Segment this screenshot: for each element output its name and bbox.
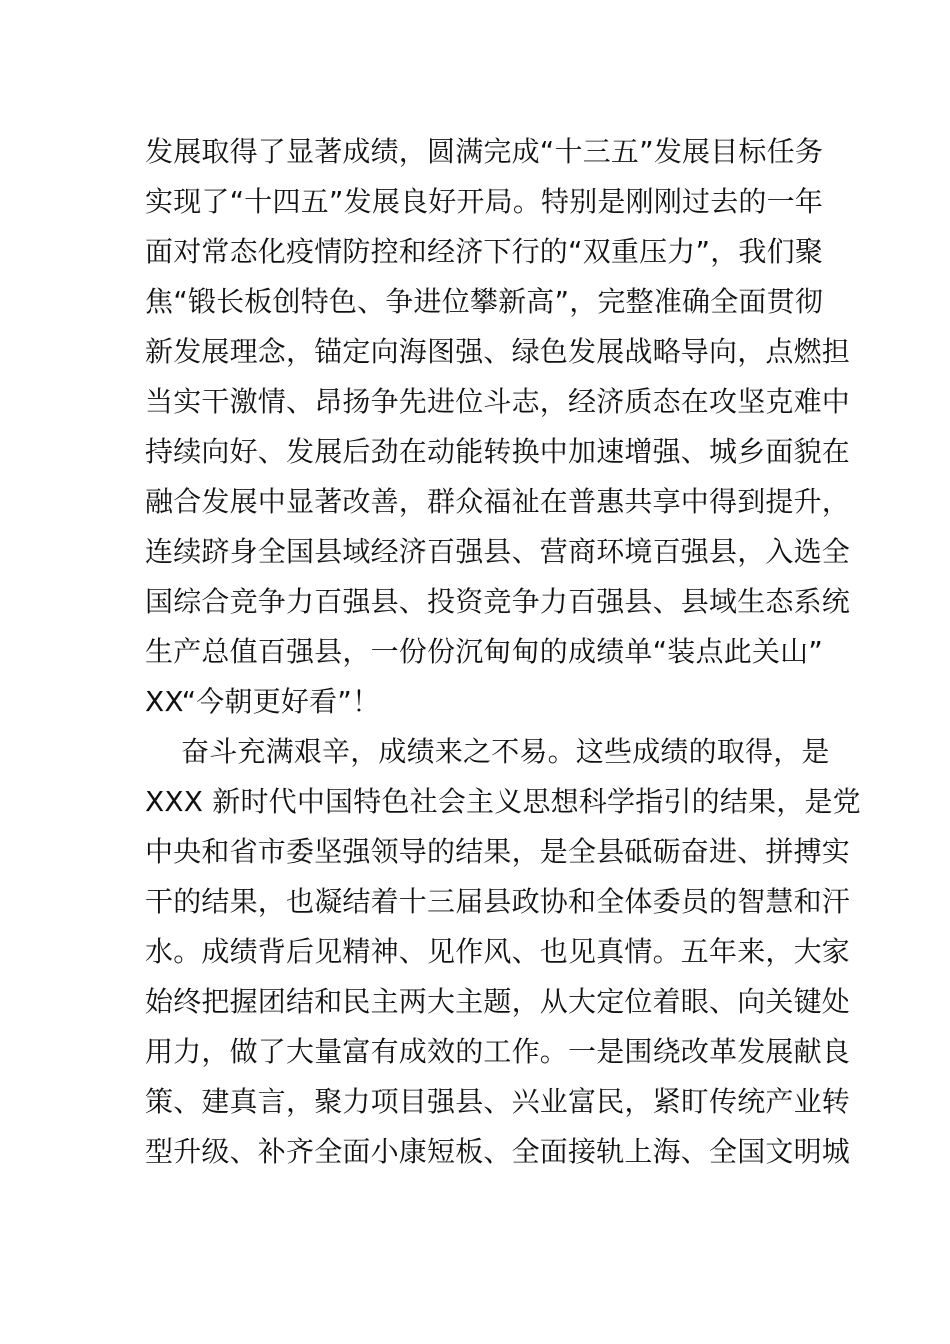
body-text [145,127,861,1177]
text-line: 发展取得了显著成绩，圆满完成“十三五”发展目标任务 [145,135,824,168]
text-line: 融合发展中显著改善，群众福祉在普惠共享中得到提升， [145,485,851,518]
text-line: 焦“锻长板创特色、争进位攀新高”，完整准确全面贯彻 [145,285,824,318]
text-line: 干的结果，也凝结着十三届县政协和全体委员的智慧和汗 [145,885,851,918]
text-line: 当实干激情、昂扬争先进位斗志，经济质态在攻坚克难中 [145,385,851,418]
text-line: XXX 新时代中国特色社会主义思想科学指引的结果，是党 [145,785,861,818]
text-line: 生产总值百强县，一份份沉甸甸的成绩单“装点此关山” [145,635,824,668]
text-line: 持续向好、发展后劲在动能转换中加速增强、城乡面貌在 [145,435,851,468]
text-line: 连续跻身全国县域经济百强县、营商环境百强县，入选全 [145,535,851,568]
text-line: 用力，做了大量富有成效的工作。一是围绕改革发展献良 [145,1035,851,1068]
text-line: 国综合竞争力百强县、投资竞争力百强县、县域生态系统 [145,585,851,618]
text-line: 水。成绩背后见精神、见作风、也见真情。五年来，大家 [145,935,851,968]
text-line: XX“今朝更好看”！ [145,685,381,718]
text-line: 型升级、补齐全面小康短板、全面接轨上海、全国文明城 [145,1135,851,1168]
text-line: 奋斗充满艰辛，成绩来之不易。这些成绩的取得，是 [181,735,830,768]
text-line: 新发展理念，锚定向海图强、绿色发展战略导向，点燃担 [145,335,851,368]
paragraph-2 [145,727,861,1177]
paragraph-1 [145,127,851,727]
text-line: 中央和省市委坚强领导的结果，是全县砥砺奋进、拼搏实 [145,835,851,868]
text-line: 策、建真言，聚力项目强县、兴业富民，紧盯传统产业转 [145,1085,851,1118]
text-line: 始终把握团结和民主两大主题，从大定位着眼、向关键处 [145,985,851,1018]
text-line: 面对常态化疫情防控和经济下行的“双重压力”，我们聚 [145,235,824,268]
text-line: 实现了“十四五”发展良好开局。特别是刚刚过去的一年 [145,185,824,218]
